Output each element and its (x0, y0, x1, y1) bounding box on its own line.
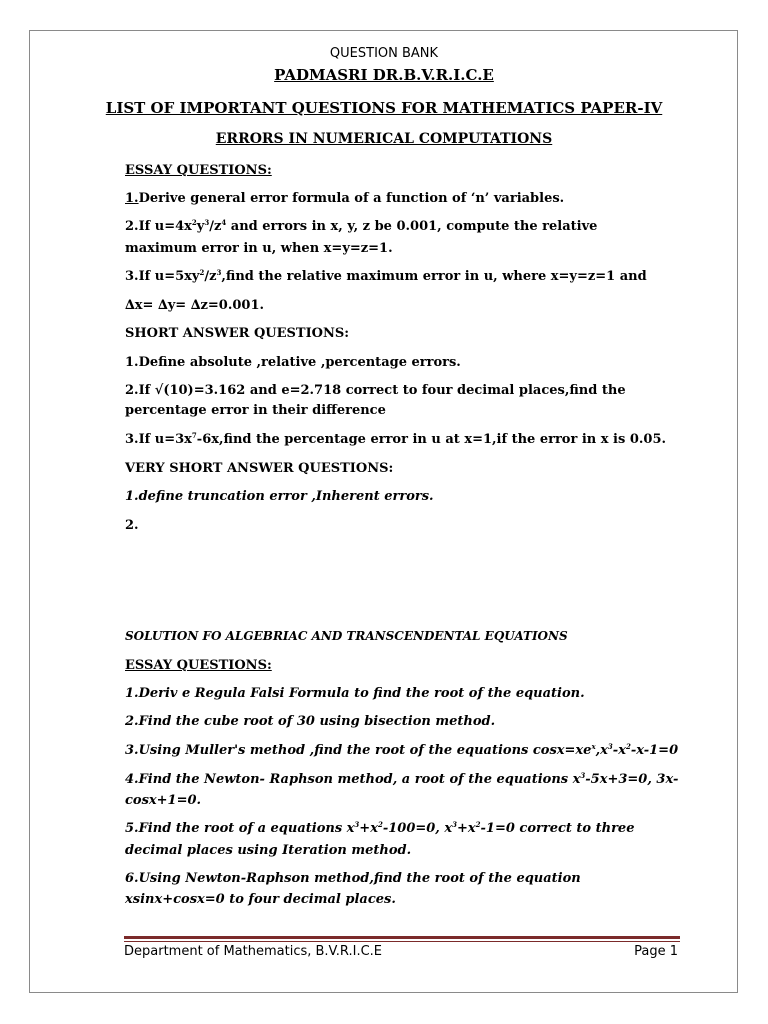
essay-question-3-cont: ∆x= ∆y= ∆z=0.001. (125, 298, 265, 313)
essay-questions-heading: ESSAY QUESTIONS: (125, 163, 272, 178)
algebraic-question-5: 5.Find the root of a equations $x^3+x^2-100=0$, $x^3+x^2-1=0$ correct to three (125, 820, 635, 836)
section-title-errors: ERRORS IN NUMERICAL COMPUTATIONS (215, 131, 553, 147)
list-title: LIST OF IMPORTANT QUESTIONS FOR MATHEMATICS PAPER-IV (105, 99, 663, 117)
algebraic-question-5-cont: decimal places using Iteration method. (125, 843, 412, 858)
short-question-1: 1.Define absolute ,relative ,percentage errors. (125, 355, 461, 370)
very-short-question-1: 1.define truncation error ,Inherent errors. (125, 489, 434, 504)
algebraic-question-3: 3.Using Muller's method ,find the root of the equations $\cos x=xe^x,x^3-x^2-x-1=0$ (125, 742, 679, 758)
section-title-algebraic: SOLUTION FO ALGEBRIAC AND TRANSCENDENTAL EQUATIONS (125, 629, 568, 643)
essay-question-1: 1.Derive general error formula of a function of ‘n’ variables. (125, 191, 565, 206)
footer-page-number: Page 1 (634, 944, 678, 959)
very-short-answer-heading: VERY SHORT ANSWER QUESTIONS: (125, 461, 394, 476)
algebraic-question-6: 6.Using Newton-Raphson method,find the root of the equation (125, 871, 581, 886)
short-answer-heading: SHORT ANSWER QUESTIONS: (125, 326, 350, 341)
footer-rule-thin (124, 941, 680, 942)
essay-question-2-cont: maximum error in u, when x=y=z=1. (125, 241, 393, 256)
short-question-2-cont: percentage error in their difference (125, 403, 386, 418)
essay-question-3: 3.If $u=5xy^2/z^3,find$ the relative maximum error in u, where x=y=z=1 and (125, 268, 647, 284)
algebraic-question-1: 1.Deriv e Regula Falsi Formula to find the root of the equation. (125, 686, 585, 701)
short-question-2: 2.If √(10)=3.162 and e=2.718 correct to four decimal places,find the (125, 383, 626, 398)
college-title: PADMASRI DR.B.V.R.I.C.E (274, 66, 494, 84)
short-question-3: 3.If $u=3x^7-6x,find$ the percentage error in u at x=1,if the error in x is 0.05. (125, 431, 667, 447)
algebraic-question-2: 2.Find the cube root of 30 using bisection method. (125, 714, 496, 729)
very-short-question-2: 2. (125, 518, 139, 533)
essay-question-2: 2.If $u=4x^2y^3/z^4$ and errors in x, y, z be 0.001, compute the relative (125, 218, 598, 234)
algebraic-question-4-cont: cosx+1=0. (125, 793, 202, 808)
footer-rule (124, 936, 680, 939)
algebraic-question-4: 4.Find the Newton- Raphson method, a root of the equations $x^3-5x+3=0$, 3x- (125, 771, 679, 787)
question-bank-label: QUESTION BANK (329, 46, 439, 61)
footer-department: Department of Mathematics, B.V.R.I.C.E (124, 944, 382, 959)
algebraic-essay-heading: ESSAY QUESTIONS: (125, 658, 272, 673)
algebraic-question-6-cont: xsinx+cosx=0 to four decimal places. (125, 892, 396, 907)
